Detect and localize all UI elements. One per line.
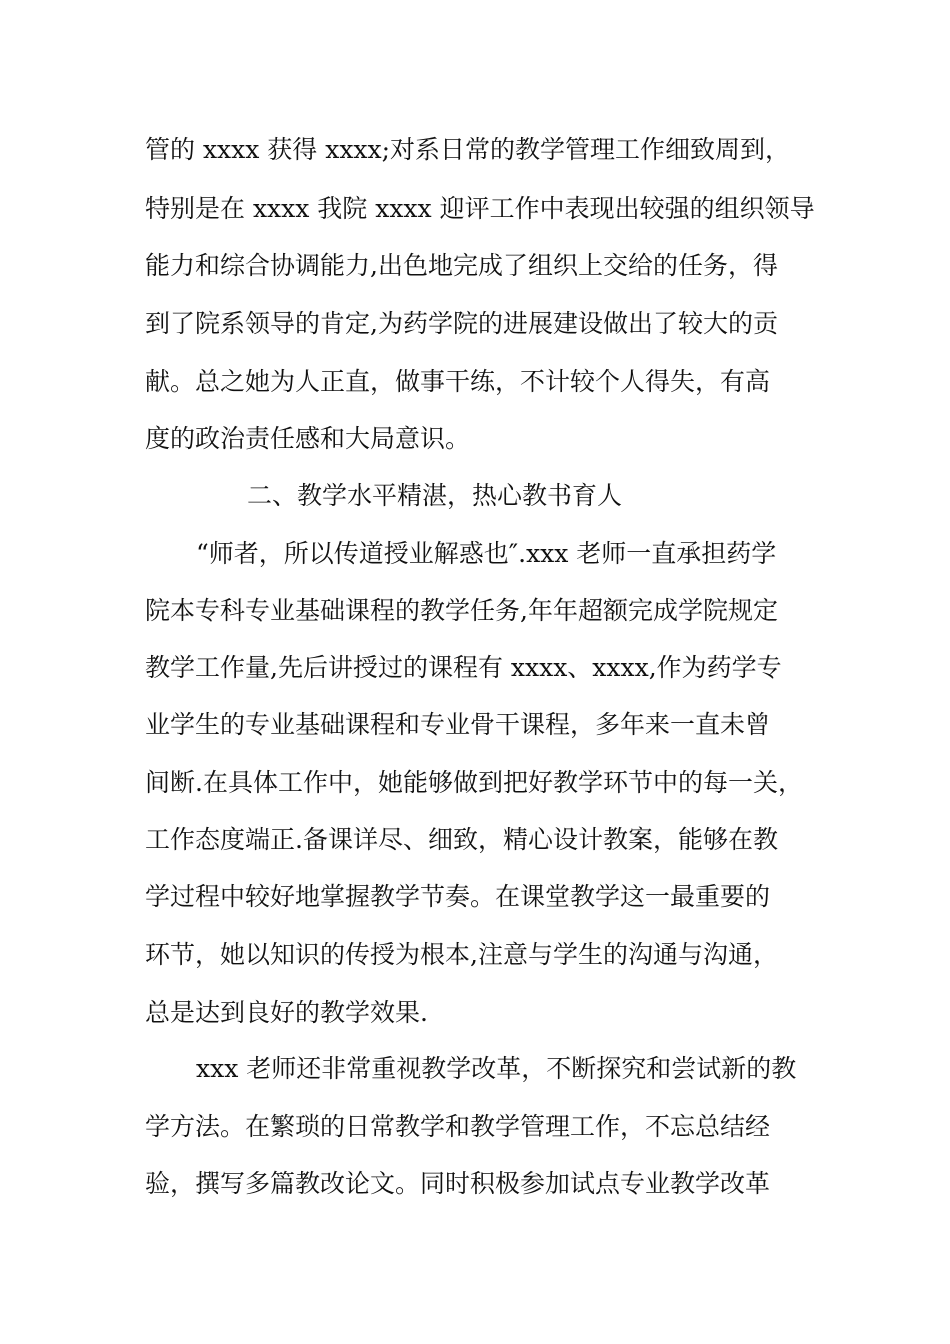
text-line-2: 特别是在 xxxx 我院 xxxx 迎评工作中表现出较强的组织领导: [145, 194, 815, 223]
text-line-3: 能力和综合协调能力,出色地完成了组织上交给的任务，得: [145, 251, 778, 280]
text-line-6: 度的政治责任感和大局意识。: [145, 424, 471, 453]
text-line-4: 到了院系领导的肯定,为药学院的进展建设做出了较大的贡: [145, 309, 778, 338]
text-line-16: 总是达到良好的教学效果.: [145, 998, 428, 1027]
text-line-9: 院本专科专业基础课程的教学任务,年年超额完成学院规定: [145, 596, 778, 625]
text-line-13: 工作态度端正.备课详尽、细致，精心设计教案，能够在教: [145, 825, 778, 854]
text-line-19: 验，撰写多篇教改论文。同时积极参加试点专业教学改革: [145, 1169, 771, 1198]
text-line-12: 间断.在具体工作中，她能够做到把好教学环节中的每一关，: [145, 768, 803, 797]
text-line-18: 学方法。在繁琐的日常教学和教学管理工作，不忘总结经: [145, 1112, 771, 1141]
text-line-14: 学过程中较好地掌握教学节奏。在课堂教学这一最重要的: [145, 882, 771, 911]
text-line-17: xxx 老师还非常重视教学改革，不断探究和尝试新的教: [196, 1054, 797, 1083]
text-line-15: 环节，她以知识的传授为根本,注意与学生的沟通与沟通，: [145, 940, 778, 969]
text-line-5: 献。总之她为人正直，做事干练，不计较个人得失，有高: [145, 367, 771, 396]
text-line-1: 管的 xxxx 获得 xxxx;对系日常的教学管理工作细致周到，: [145, 135, 791, 164]
section-heading: 二、教学水平精湛，热心教书育人: [247, 481, 623, 510]
text-line-11: 业学生的专业基础课程和专业骨干课程，多年来一直未曾: [145, 710, 771, 739]
text-line-8: “师者，所以传道授业解惑也″.xxx 老师一直承担药学: [196, 539, 777, 568]
text-line-10: 教学工作量,先后讲授过的课程有 xxxx、xxxx,作为药学专: [145, 653, 782, 682]
